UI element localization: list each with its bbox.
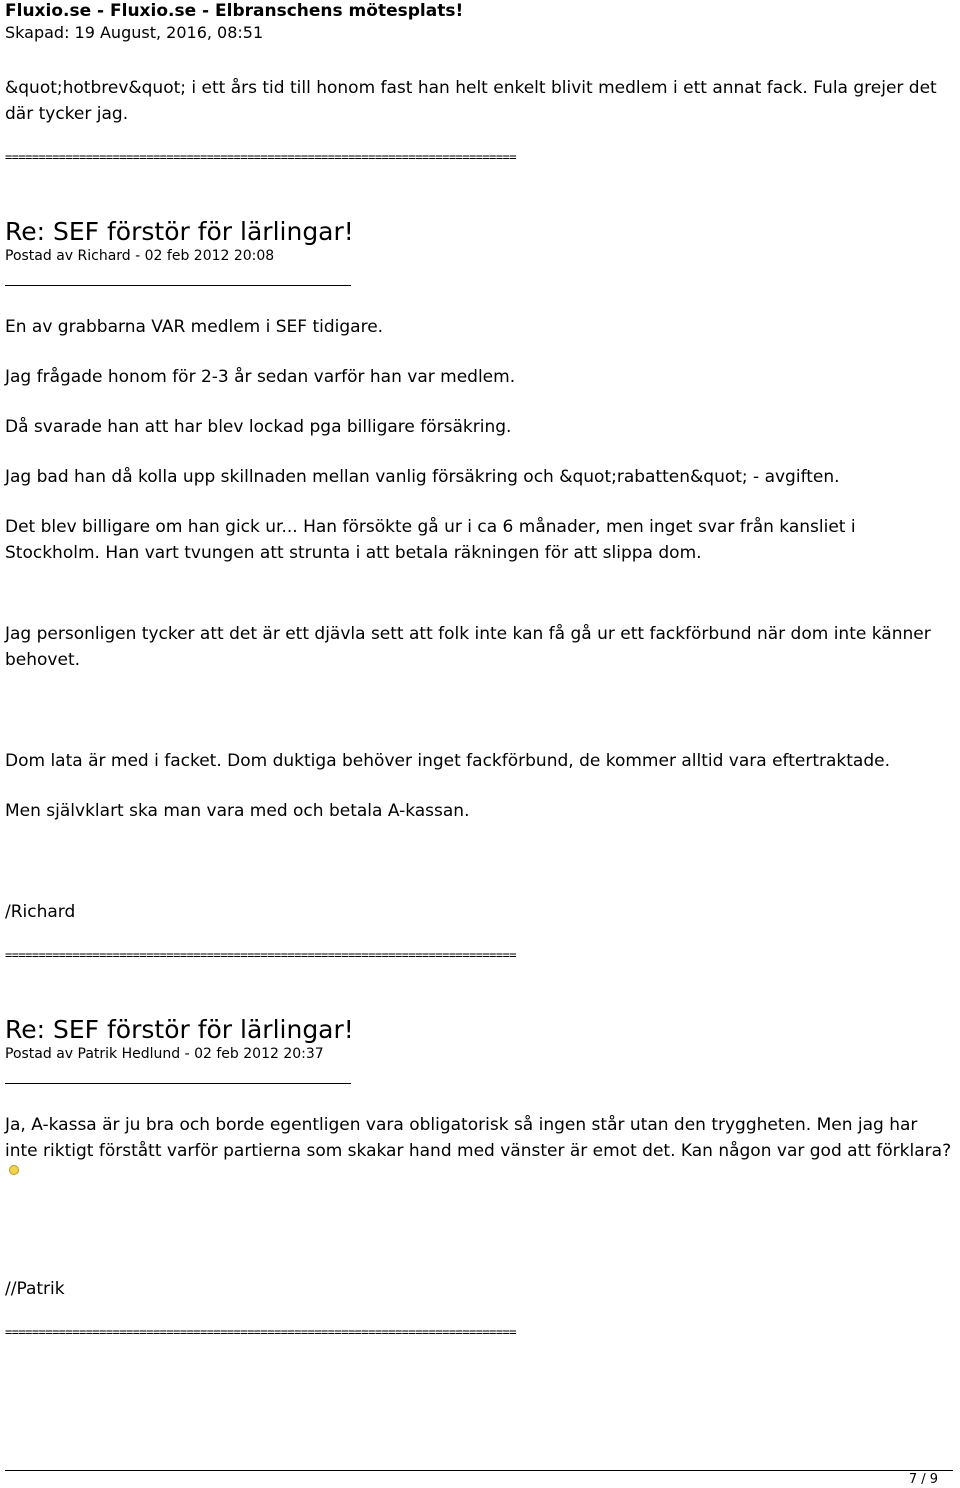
post-paragraph: Jag bad han då kolla upp skillnaden mellan vanlig försäkring och &quot;rabatten&quot; - avgiften.	[5, 467, 840, 487]
post-meta: Postad av Richard - 02 feb 2012 20:08	[5, 248, 275, 264]
post-meta: Postad av Patrik Hedlund - 02 feb 2012 20:37	[5, 1046, 324, 1062]
post	[5, 1015, 953, 1302]
post-signature: //Patrik	[5, 1279, 65, 1299]
post-paragraph: Men självklart ska man vara med och betala A-kassan.	[5, 801, 470, 821]
post	[5, 217, 953, 925]
thread-content	[5, 75, 953, 1340]
post-paragraph: Det blev billigare om han gick ur... Han försökte gå ur i ca 6 månader, men inget svar från kansliet i Stockholm. Han vart tvungen att strunta i att betala räkningen för att slippa dom.	[5, 517, 856, 563]
post-paragraph: Jag personligen tycker att det är ett djävla sett att folk inte kan få gå ur ett fackförbund när dom inte känner behovet.	[5, 624, 931, 670]
footer-rule	[5, 1470, 953, 1471]
created-date: Skapad: 19 August, 2016, 08:51	[5, 23, 264, 42]
post-paragraph: Jag frågade honom för 2-3 år sedan varför han var medlem.	[5, 367, 516, 387]
post-paragraph-text: Ja, A-kassa är ju bra och borde egentligen vara obligatorisk så ingen står utan den tryggheten. Men jag har inte riktigt förstått varför partierna som skakar hand med vänster är emot det. Kan någon var god att förklara?	[5, 1115, 952, 1161]
post-title: Re: SEF förstör för lärlingar!	[5, 1015, 354, 1044]
separator: ============================================================================	[5, 1325, 517, 1339]
post-paragraph: Dom lata är med i facket. Dom duktiga behöver inget fackförbund, de kommer alltid vara eftertraktade.	[5, 751, 890, 771]
post-paragraph	[5, 1112, 953, 1190]
site-title: Fluxio.se - Fluxio.se - Elbranschens mötesplats!	[5, 1, 464, 21]
separator: ============================================================================	[5, 150, 517, 164]
post-paragraph: En av grabbarna VAR medlem i SEF tidigare.	[5, 317, 384, 337]
intro-text: &quot;hotbrev&quot; i ett års tid till honom fast han helt enkelt blivit medlem i ett annat fack. Fula grejer det där tycker jag.	[5, 78, 937, 124]
smiley-icon	[9, 1165, 19, 1175]
page-header	[5, 0, 463, 44]
post-rule	[5, 285, 351, 286]
separator: ============================================================================	[5, 948, 517, 962]
post-rule	[5, 1083, 351, 1084]
post-paragraph: Då svarade han att har blev lockad pga billigare försäkring.	[5, 417, 512, 437]
post-signature: /Richard	[5, 902, 76, 922]
post-title: Re: SEF förstör för lärlingar!	[5, 217, 354, 246]
page-number: 7 / 9	[908, 1472, 938, 1487]
